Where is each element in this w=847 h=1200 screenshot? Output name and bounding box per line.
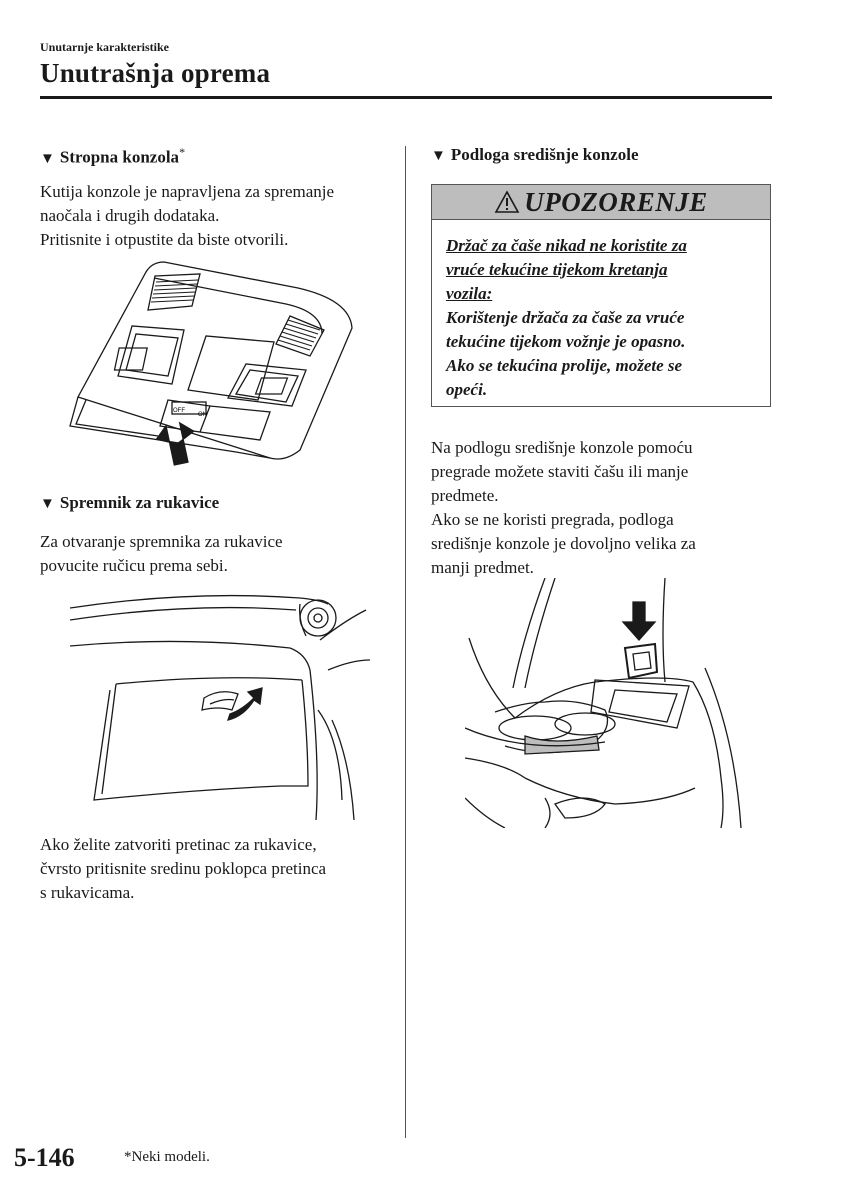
warning-line: Korištenje držača za čaše za vruće (446, 308, 685, 327)
glovebox-close-text (40, 833, 400, 905)
warning-body (432, 220, 770, 402)
text-line: pregrade možete staviti čašu ili manje (431, 462, 689, 481)
warning-line: vozila: (446, 284, 493, 303)
title-rule (40, 96, 772, 99)
glovebox-illustration (70, 580, 370, 830)
overhead-console-heading (40, 145, 185, 168)
warning-line: tekućine tijekom vožnje je opasno. (446, 332, 686, 351)
tray-heading-text: Podloga središnje konzole (450, 145, 639, 164)
warning-line: vruće tekućine tijekom kretanja (446, 260, 668, 279)
text-line: predmete. (431, 486, 499, 505)
glovebox-heading-text: Spremnik za rukavice (59, 493, 220, 512)
overhead-console-illustration (60, 250, 360, 475)
page-title: Unutrašnja oprema (40, 58, 271, 88)
switch-off-label: OFF (173, 408, 185, 414)
section-label: Unutarnje karakteristike (40, 40, 169, 54)
overhead-heading-text: Stropna konzola (59, 147, 180, 167)
triangle-bullet-icon: ▼ (40, 496, 55, 512)
text-line: s rukavicama. (40, 883, 135, 902)
warning-box (431, 184, 771, 407)
text-line: povucite ručicu prema sebi. (40, 556, 228, 575)
text-line: Na podlogu središnje konzole pomoću (431, 438, 693, 457)
warning-header (432, 185, 770, 220)
overhead-description (40, 180, 400, 252)
text-line: Kutija konzole je napravljena za spremanje (40, 182, 335, 201)
column-divider (405, 146, 406, 1138)
switch-on-label: ON (198, 412, 207, 418)
footnote: *Neki modeli. (124, 1149, 210, 1165)
text-line: manji predmet. (431, 558, 534, 577)
text-line: središnje konzole je dovoljno velika za (431, 534, 696, 553)
warning-triangle-icon (494, 190, 520, 214)
text-line: Za otvaranje spremnika za rukavice (40, 532, 283, 551)
glovebox-heading (40, 493, 219, 513)
warning-line: opeći. (446, 380, 488, 399)
warning-line: Držač za čaše nikad ne koristite za (446, 236, 687, 255)
text-line: čvrsto pritisnite sredinu poklopca pretinca (40, 859, 327, 878)
center-console-illustration (465, 578, 745, 828)
asterisk-marker: * (179, 145, 186, 159)
text-line: Ako se ne koristi pregrada, podloga (431, 510, 674, 529)
warning-title: UPOZORENJE (524, 186, 708, 217)
glovebox-open-text (40, 530, 400, 578)
text-line: Pritisnite i otpustite da biste otvorili. (40, 230, 289, 249)
tray-description (431, 436, 781, 580)
text-line: naočala i drugih dodataka. (40, 206, 220, 225)
warning-line: Ako se tekućina prolije, možete se (446, 356, 683, 375)
tray-heading (431, 145, 639, 165)
text-line: Ako želite zatvoriti pretinac za rukavice, (40, 835, 317, 854)
triangle-bullet-icon: ▼ (40, 150, 55, 167)
triangle-bullet-icon: ▼ (431, 148, 446, 164)
page-number: 5-146 (14, 1143, 75, 1172)
